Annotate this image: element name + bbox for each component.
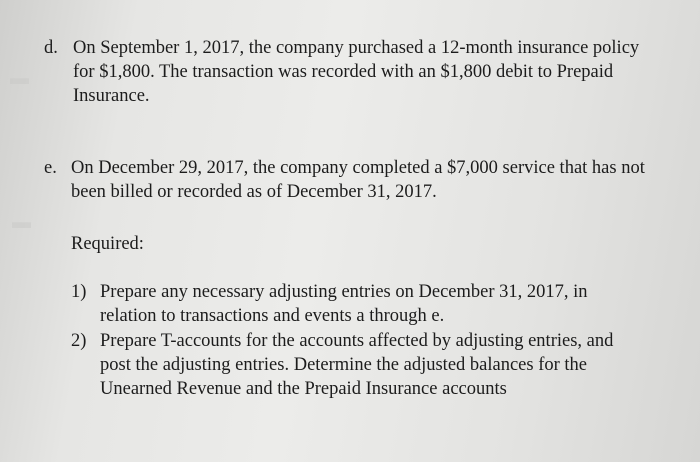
task-marker: 1) [71,282,87,302]
task-text: Prepare T-accounts for the accounts affected by adjusting entries, and post the adjusting entries. Determine the adjusted balances for the Unearned Revenue and the Prepaid Insurance accounts [100,331,614,399]
task-text: Prepare any necessary adjusting entries on December 31, 2017, in relation to transactions and events a through e. [100,282,588,326]
required-heading: Required: [71,234,144,254]
task-marker: 2) [71,331,87,351]
list-item [44,156,664,204]
item-marker: e. [44,158,57,178]
item-text: On December 29, 2017, the company completed a $7,000 service that has not been billed or recorded as of December 31, 2017. [71,158,645,202]
required-task [71,329,636,401]
required-task [71,280,636,328]
bleed-through-mark: ▬ [12,212,31,233]
item-text: On September 1, 2017, the company purchased a 12-month insurance policy for $1,800. The transaction was recorded with an $1,800 debit to Prepaid Insurance. [73,38,640,106]
item-marker: d. [44,38,58,58]
bleed-through-mark: ▬ [10,68,29,89]
list-item [44,36,664,108]
